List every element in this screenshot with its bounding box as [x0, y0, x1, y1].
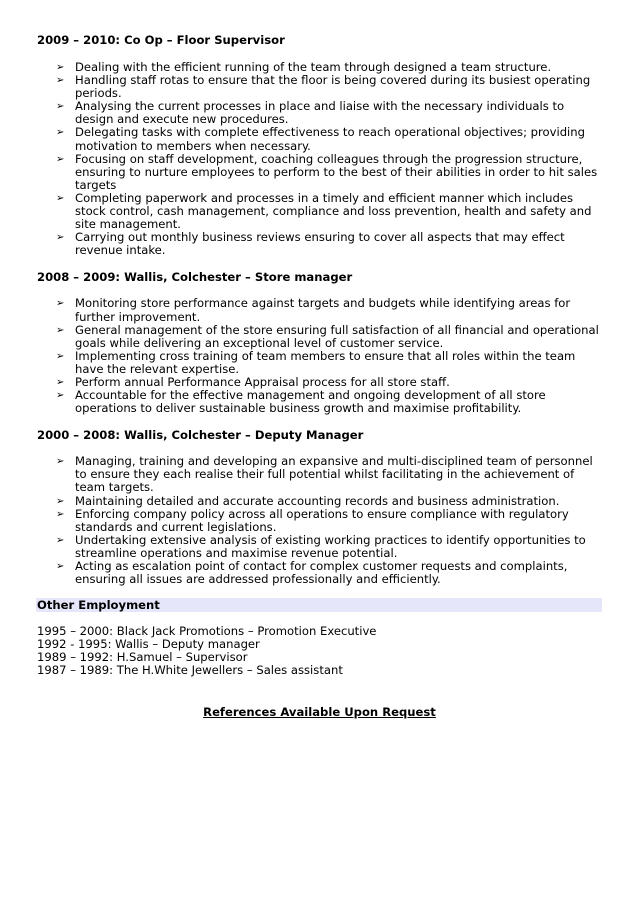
list-item: ➢ Undertaking extensive analysis of existing working practices to identify opportunities to streamline operations and maximise revenue potential.: [56, 532, 586, 560]
list-item: ➢ Maintaining detailed and accurate accounting records and business administration.: [56, 493, 560, 508]
arrow-bullet-icon: ➢: [56, 232, 65, 244]
list-item: ➢ Focusing on staff development, coaching colleagues through the progression structure, ensuring to nurture employees to perform to the best of their abilities in order to hit sales targets: [56, 151, 598, 192]
list-item: ➢ Perform annual Performance Appraisal process for all store staff.: [56, 374, 450, 389]
arrow-bullet-icon: ➢: [56, 192, 65, 204]
arrow-bullet-icon: ➢: [56, 153, 65, 165]
other-employment-list: [37, 625, 602, 677]
list-item: ➢ Delegating tasks with complete effectiveness to reach operational objectives; providing motivation to members when necessary.: [56, 125, 585, 153]
arrow-bullet-icon: ➢: [56, 75, 65, 87]
other-employment-heading: Other Employment: [36, 598, 602, 612]
job-heading: 2000 – 2008: Wallis, Colchester – Deputy Manager: [37, 428, 364, 443]
arrow-bullet-icon: ➢: [56, 101, 65, 113]
list-item: 1989 – 1992: H.Samuel – Supervisor: [37, 650, 248, 665]
arrow-bullet-icon: ➢: [56, 350, 65, 362]
list-item: ➢ Dealing with the efficient running of the team through designed a team structure.: [56, 60, 552, 74]
list-item: ➢ Analysing the current processes in place and liaise with the necessary individuals to design and execute new procedures.: [56, 99, 565, 127]
arrow-bullet-icon: ➢: [56, 561, 65, 572]
arrow-bullet-icon: ➢: [56, 324, 65, 336]
job-heading: 2008 – 2009: Wallis, Colchester – Store manager: [37, 270, 353, 285]
job-bullets: [37, 297, 602, 415]
arrow-bullet-icon: ➢: [56, 456, 65, 468]
list-item: ➢ General management of the store ensuring full satisfaction of all financial and operational goals while delivering an exceptional level of customer service.: [56, 322, 599, 350]
list-item: ➢ Completing paperwork and processes in a timely and efficient manner which includes stock control, cash management, compliance and loss prevention, health and safety and site management.: [56, 190, 592, 232]
arrow-bullet-icon: ➢: [56, 62, 65, 73]
job-bullets: [37, 61, 602, 257]
job-heading: 2009 – 2010: Co Op – Floor Supervisor: [37, 33, 285, 47]
arrow-bullet-icon: ➢: [56, 298, 65, 310]
arrow-bullet-icon: ➢: [56, 127, 65, 139]
arrow-bullet-icon: ➢: [56, 376, 65, 388]
list-item: 1992 - 1995: Wallis – Deputy manager: [37, 637, 260, 652]
arrow-bullet-icon: ➢: [56, 508, 65, 520]
list-item: ➢ Enforcing company policy across all operations to ensure compliance with regulatory standards and current legislations.: [56, 506, 569, 534]
arrow-bullet-icon: ➢: [56, 390, 65, 402]
arrow-bullet-icon: ➢: [56, 534, 65, 546]
list-item: ➢ Acting as escalation point of contact for complex customer requests and complaints, ensuring all issues are addressed professionally and efficiently.: [56, 559, 568, 587]
list-item: 1995 – 2000: Black Jack Promotions – Promotion Executive: [37, 624, 377, 639]
list-item: ➢ Handling staff rotas to ensure that the floor is being covered during its busiest operating periods.: [56, 73, 591, 101]
references-note: References Available Upon Request: [203, 704, 436, 719]
list-item: ➢ Accountable for the effective management and ongoing development of all store operations to deliver sustainable business growth and maximise profitability.: [56, 388, 546, 416]
list-item: ➢ Carrying out monthly business reviews ensuring to cover all aspects that may effect revenue intake.: [56, 230, 565, 258]
cv-page: [37, 33, 602, 719]
job-bullets: [37, 455, 602, 586]
list-item: 1987 – 1989: The H.White Jewellers – Sales assistant: [37, 663, 343, 678]
arrow-bullet-icon: ➢: [56, 495, 65, 507]
list-item: ➢ Implementing cross training of team members to ensure that all roles within the team have the relevant expertise.: [56, 348, 576, 376]
list-item: ➢ Managing, training and developing an expansive and multi-disciplined team of personnel to ensure they each realise their full potential whilst facilitating in the achievement of team targets.: [56, 454, 593, 495]
list-item: ➢ Monitoring store performance against targets and budgets while identifying areas for further improvement.: [56, 296, 571, 324]
